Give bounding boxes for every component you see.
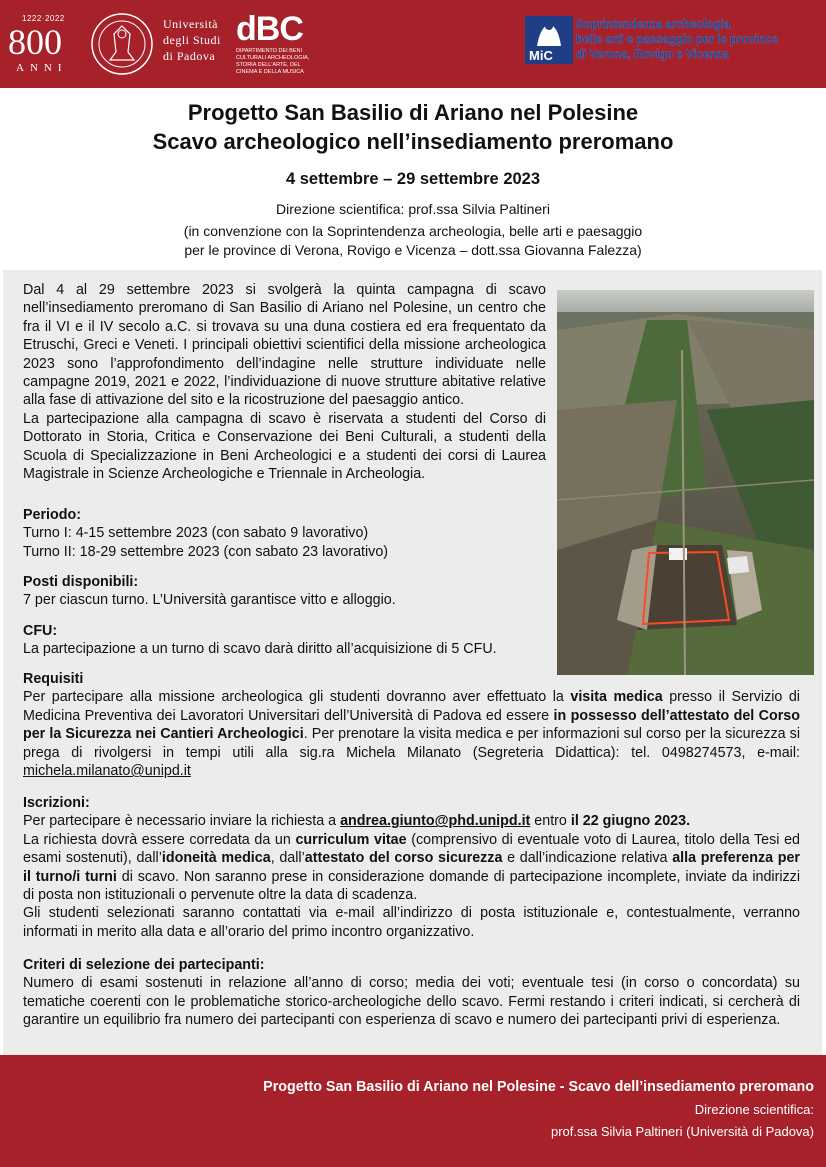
intro-paragraph-1: Dal 4 al 29 settembre 2023 si svolgerà la quinta campagna di scavo nell’insediamento preromano di San Basilio di Ariano nel Polesine, un centro che fra il VI e il IV secolo a.C. si trovava su una duna costiera ed era frequentato da Etruschi, Greci e Veneti. I principali obiettivi scientifici della missione archeologica 2023 sono l’approfondimento dell’indagine nelle strutture individuate nelle campagne 2019, 2021 e 2022, l’individuazione di nuove strutture abitative relative alla fase di attivazione del sito e la ricostruzione del paesaggio antico. (23, 282, 546, 409)
iscrizioni-text-8: Gli studenti selezionati saranno contattati via e-mail all’indirizzo di posta istituzionale e, contestualmente, verranno informati in merito alla data e all’orario del primo incontro organizzativo. (23, 905, 800, 940)
cfu-heading: CFU: (23, 623, 58, 639)
anniversary-years: 1222·2022 (22, 14, 65, 23)
soprintendenza-name (576, 18, 778, 63)
requisiti-bold-visita: visita medica (570, 689, 663, 706)
iscrizioni-section (23, 794, 800, 941)
anniversary-logo (8, 10, 80, 80)
intro-paragraph-2: La partecipazione alla campagna di scavo è riservata a studenti del Corso di Dottorato in Storia, Critica e Conservazione dei Beni Culturali, a studenti della Scuola di Specializzazione in Beni Archeologici e a studenti dei corsi di Laurea Magistrale in Scienze Archeologiche e Triennale in Archeologia. (23, 410, 546, 483)
mic-logo (525, 16, 573, 64)
excavation-aerial-photo (557, 290, 814, 675)
iscrizioni-bold-idoneita: idoneità medica (161, 850, 271, 867)
university-seal-icon (90, 12, 154, 76)
department-logo-subtitle: DIPARTIMENTO DEI BENI CULTURALI ARCHEOLOGIA, STORIA DELL'ARTE, DEL CINEMA E DELLA MUSICA (236, 48, 310, 75)
soprintendenza-line-3: di Verona, Rovigo e Vicenza (576, 49, 729, 61)
footer-director-name: prof.ssa Silvia Paltineri (Università di Padova) (551, 1124, 814, 1139)
department-logo-text: dBC (236, 10, 303, 48)
iscrizioni-text-6: e dall’indicazione relativa (502, 850, 673, 867)
criteri-section (23, 956, 800, 1030)
requisiti-text-2: presso il Servizio di Medicina Preventiva dei Lavoratori Universitari dell’Università di Padova ed essere (23, 689, 800, 724)
soprintendenza-line-2: belle arti e paesaggio per le province (576, 34, 778, 46)
iscrizioni-text-3: La richiesta dovrà essere corredata da un (23, 831, 296, 848)
iscrizioni-text-4: (comprensivo di eventuale voto di Laurea, titolo della Tesi ed esami sostenuti), dall’ (23, 831, 800, 867)
iscrizioni-email-link[interactable]: andrea.giunto@phd.unipd.it (340, 813, 531, 830)
department-logo (236, 12, 316, 76)
iscrizioni-bold-preferenza: alla preferenza per il turno/i turni (23, 850, 800, 885)
posti-text: 7 per ciascun turno. L’Università garantisce vitto e alloggio. (23, 592, 396, 609)
iscrizioni-heading: Iscrizioni: (23, 795, 90, 811)
posti-section (23, 573, 396, 610)
page-title (0, 98, 826, 156)
cfu-section (23, 622, 497, 659)
convention-line-2: per le province di Verona, Rovigo e Vicenza – dott.ssa Giovanna Falezza) (184, 242, 642, 258)
iscrizioni-bold-cv: curriculum vitae (295, 831, 407, 848)
footer-project-title: Progetto San Basilio di Ariano nel Polesine - Scavo dell’insediamento preromano (263, 1079, 814, 1095)
statue-icon (533, 20, 565, 48)
event-dates: 4 settembre – 29 settembre 2023 (285, 170, 541, 188)
convention-note (0, 222, 826, 260)
periodo-turno-2: Turno II: 18-29 settembre 2023 (con sabato 23 lavorativo) (23, 543, 389, 560)
iscrizioni-deadline: il 22 giugno 2023. (570, 813, 691, 830)
iscrizioni-bold-attestato: attestato del corso sicurezza (304, 850, 503, 867)
university-line-1: Università (163, 17, 218, 31)
footer-direction-label: Direzione scientifica: (694, 1102, 814, 1117)
criteri-heading: Criteri di selezione dei partecipanti: (23, 957, 265, 973)
iscrizioni-text-7: di scavo. Non saranno prese in considerazione domande di partecipazione incomplete, inviate da indirizzi di posta non istituzionali o pervenute oltre la data di scadenza. (23, 868, 800, 904)
footer-bar (0, 1055, 826, 1167)
title-line-2: Scavo archeologico nell’insediamento preromano (152, 129, 674, 154)
university-line-3: di Padova (163, 49, 216, 63)
anniversary-number: 800 (8, 22, 62, 62)
criteri-text: Numero di esami sostenuti in relazione all’anno di corso; media dei voti; eventuale tesi (in corso o concordata) su tematiche coerenti con le problematiche storico-archeologiche dello scavo. Fermi restando i criteri indicati, si cercherà di garantire un equilibrio fra numero dei partecipanti con esperienza di scavo e numero dei partecipanti privi di esperienza. (23, 975, 800, 1029)
requisiti-heading: Requisiti (23, 671, 84, 687)
header-bar (0, 0, 826, 88)
periodo-heading: Periodo: (23, 507, 81, 523)
requisiti-bold-attestato: in possesso dell’attestato del Corso per la Sicurezza nei Cantieri Archeologici (23, 707, 800, 743)
iscrizioni-text-5: , dall’ (270, 850, 305, 867)
cfu-text: La partecipazione a un turno di scavo darà diritto all’acquisizione di 5 CFU. (23, 641, 497, 658)
periodo-turno-1: Turno I: 4-15 settembre 2023 (con sabato 9 lavorativo) (23, 525, 369, 542)
scientific-direction: Direzione scientifica: prof.ssa Silvia Paltineri (276, 201, 550, 217)
posti-heading: Posti disponibili: (23, 574, 139, 590)
university-line-2: degli Studi (163, 33, 221, 47)
requisiti-section (23, 670, 800, 780)
periodo-section (23, 506, 388, 561)
mic-label: MiC (529, 48, 553, 63)
convention-line-1: (in convenzione con la Soprintendenza archeologia, belle arti e paesaggio (183, 223, 643, 239)
anniversary-word: ANNI (16, 62, 68, 74)
iscrizioni-text-2: entro (530, 813, 571, 830)
title-line-1: Progetto San Basilio di Ariano nel Polesine (187, 100, 639, 125)
university-name (163, 16, 221, 64)
soprintendenza-line-1: Soprintendenza archeologia (576, 19, 730, 31)
requisiti-text-1: Per partecipare alla missione archeologica gli studenti dovranno aver effettuato la (23, 689, 571, 706)
requisiti-email-link[interactable]: michela.milanato@unipd.it (23, 763, 191, 780)
requisiti-text-3: . Per prenotare la visita medica e per informazioni sul corso per la sicurezza si prega di rivolgersi in tempi utili alla sig.ra Michela Milanato (Segreteria Didattica): tel. 0498274573, e-mail: (23, 726, 801, 761)
iscrizioni-text-1: Per partecipare è necessario inviare la richiesta a (23, 813, 341, 830)
intro-text (23, 281, 546, 483)
